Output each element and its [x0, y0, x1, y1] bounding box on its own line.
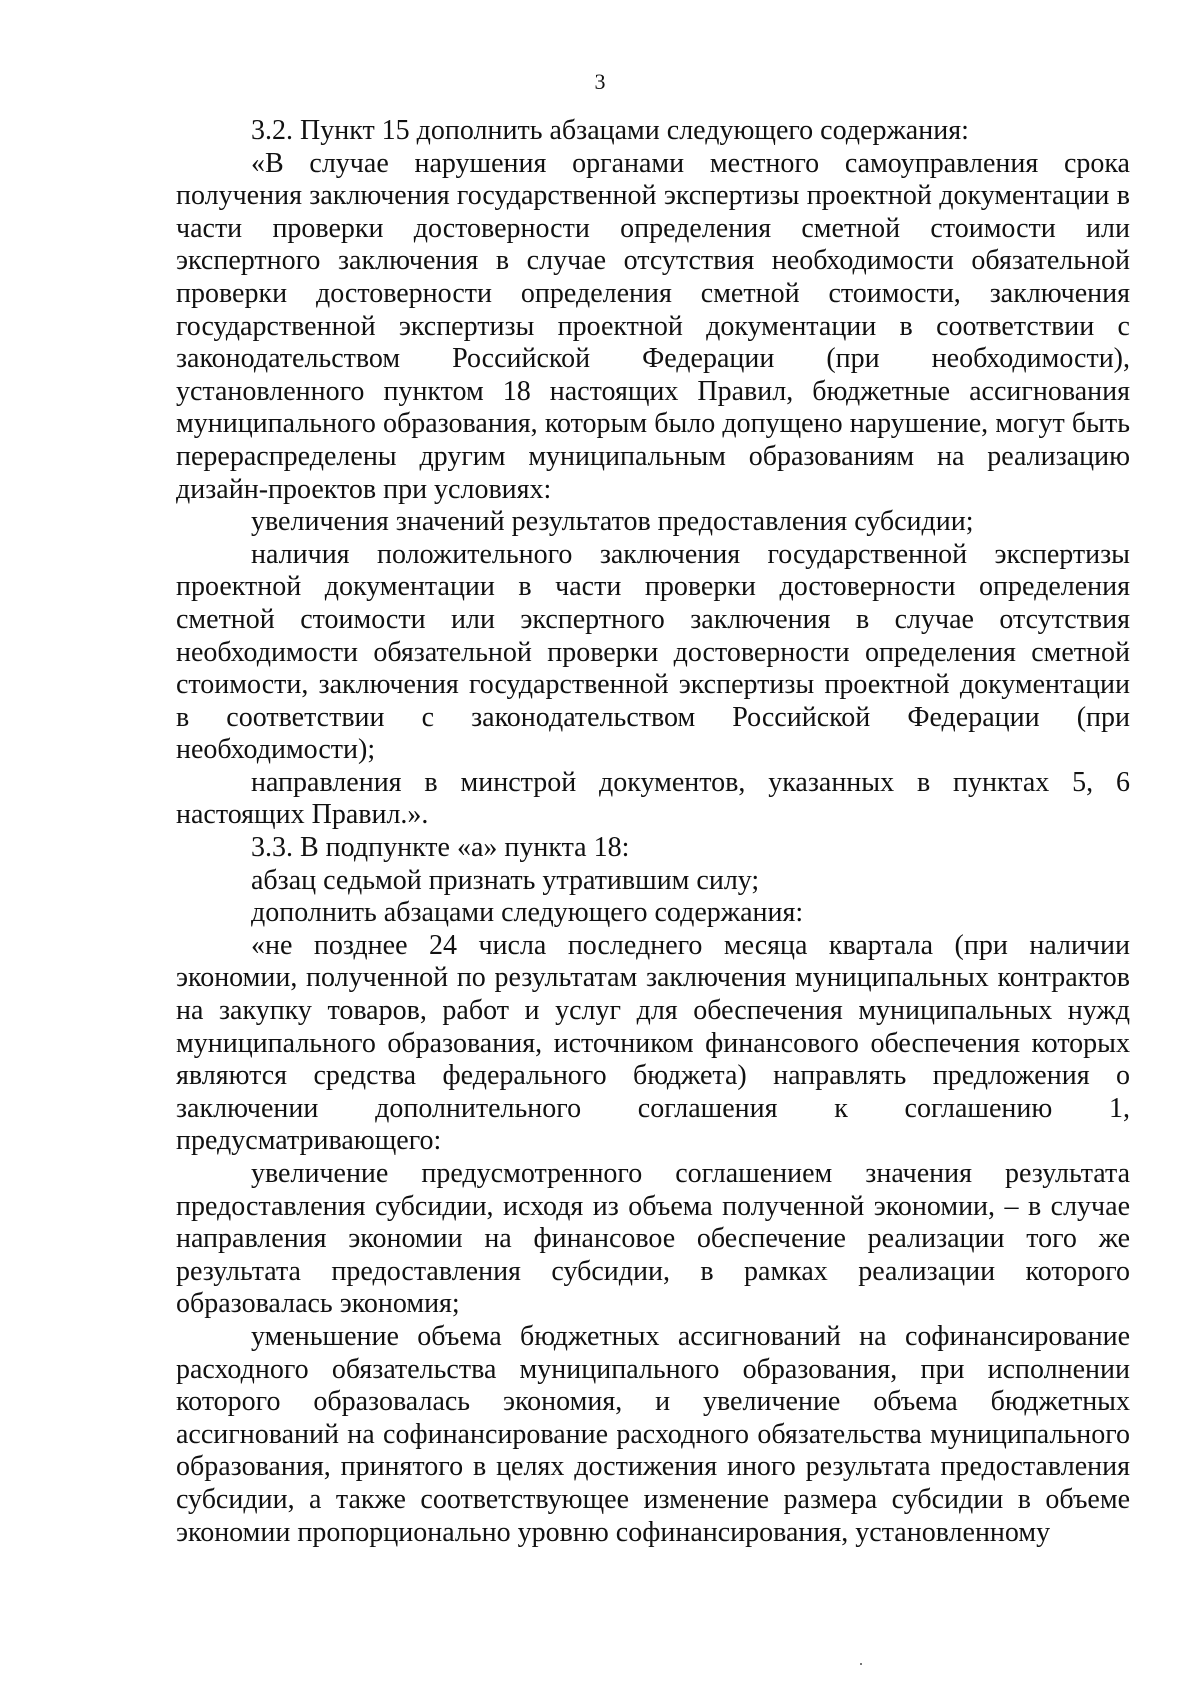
- paragraph-violation-clause: «В случае нарушения органами местного самоуправления срока получения заключения государственной экспертизы проектной документации в части проверки достоверности определения сметной стоимости или экспертного заключения в случае отсутствия необходимости обязательной проверки достоверности определения сметной стоимости, заключения государственной экспертизы проектной документации в соответствии с законодательством Российской Федерации (при необходимости), установленного пунктом 18 настоящих Правил, бюджетные ассигнования муниципального образования, которым было допущено нарушение, могут быть перераспределены другим муниципальным образованиям на реализацию дизайн-проектов при условиях:: [176, 147, 1130, 505]
- paragraph-seventh-void: абзац седьмой признать утратившим силу;: [251, 864, 760, 896]
- document-body: [176, 115, 1130, 1549]
- paragraph-condition-positive-expertise: наличия положительного заключения государственной экспертизы проектной документации в части проверки достоверности определения сметной стоимости или экспертного заключения в случае отсутствия необходимости обязательной проверки достоверности определения сметной стоимости, заключения государственной экспертизы проектной документации в соответствии с законодательством Российской Федерации (при необходимости);: [176, 538, 1130, 766]
- page-number: 3: [594, 69, 606, 94]
- paragraph-3-2-heading: 3.2. Пункт 15 дополнить абзацами следующего содержания:: [251, 115, 969, 146]
- paragraph-decrease-allocations: уменьшение объема бюджетных ассигнований на софинансирование расходного обязательства муниципального образования, при исполнении которого образовалась экономия, и увеличение объема бюджетных ассигнований на софинансирование расходного обязательства муниципального образования, принятого в целях достижения иного результата предоставления субсидии, а также соответствующее изменение размера субсидии в объеме экономии пропорционально уровню софинансирования, установленному: [176, 1320, 1130, 1548]
- scan-artifact: [860, 1663, 862, 1665]
- paragraph-3-3-heading: 3.3. В подпункте «а» пункта 18:: [251, 832, 630, 864]
- paragraph-condition-documents: направления в минстрой документов, указанных в пунктах 5, 6 настоящих Правил.».: [176, 766, 1130, 831]
- paragraph-condition-increase-results: увеличения значений результатов предоставления субсидии;: [251, 506, 974, 538]
- paragraph-increase-result-value: увеличение предусмотренного соглашением значения результата предоставления субсидии, исходя из объема полученной экономии, – в случае направления экономии на финансовое обеспечение реализации того же результата предоставления субсидии, в рамках реализации которого образовалась экономия;: [176, 1158, 1130, 1320]
- paragraph-savings-proposal: «не позднее 24 числа последнего месяца квартала (при наличии экономии, полученной по результатам заключения муниципальных контрактов на закупку товаров, работ и услуг для обеспечения муниципальных нужд муниципального образования, источником финансового обеспечения которых являются средства федерального бюджета) направлять предложения о заключении дополнительного соглашения к соглашению 1, предусматривающего:: [176, 929, 1130, 1157]
- paragraph-supplement-intro: дополнить абзацами следующего содержания:: [251, 897, 804, 929]
